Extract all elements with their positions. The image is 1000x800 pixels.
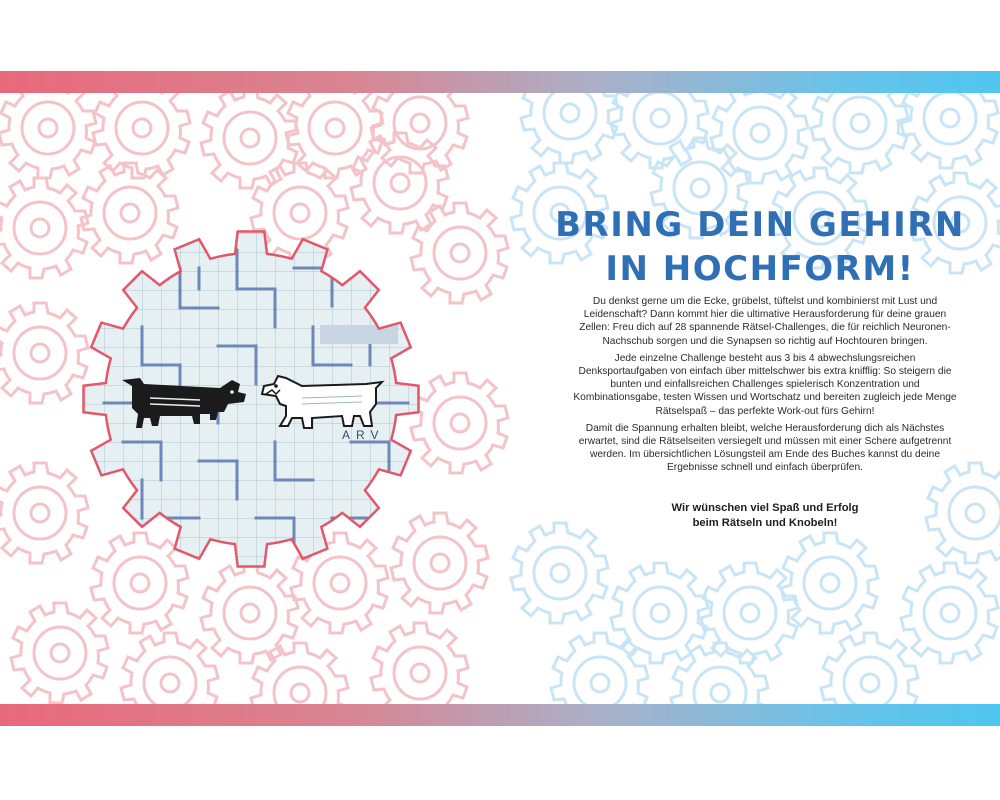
intro-paragraph-2: Jede einzelne Challenge besteht aus 3 bis 4 abwechslungsreichen Denksportaufgaben von einfach über mittelschwer bis extra knifflig: So steigern die bunten und einfallsreichen Challenges spielerisch Konzentration und Kombinationsgabe, testen Wissen und Wortschatz und bereiten zugleich jede Menge Rätselspaß – das perfekte Work-out fürs Gehirn! <box>573 352 957 417</box>
gear-icon <box>781 533 878 633</box>
bottom-gradient-band <box>0 704 1000 726</box>
gear-icon <box>611 93 708 168</box>
gear-icon <box>201 563 298 663</box>
gear-icon <box>901 93 998 168</box>
closing-line-2: beim Rätseln und Knobeln! <box>692 517 838 529</box>
book-spread <box>0 93 1000 704</box>
gear-icon <box>0 178 88 278</box>
intro-paragraph-3: Damit die Spannung erhalten bleibt, welche Herausforderung dich als Nächstes erwartet, sind die Rätselseiten versiegelt und müssen mit einer Schere aufgetrennt werden. Im übersichtlichen Lösungsteil am Ende des Buches kannst du deine Ergebnisse schnell und einfach überprüfen. <box>578 422 952 474</box>
gear-icon <box>711 93 808 183</box>
intro-paragraph-1: Du denkst gerne um die Ecke, grübelst, tüftelst und kombinierst mit Lust und Leidenschaft? Dann kommt hier die ultimative Herausforderung für deine grauen Zellen: Freu dich auf 28 spannende Rätsel-Challenges, die für reichlich Neuronen-Nachschub sorgen und die Synapsen so richtig auf Hochtouren bringen. <box>579 296 951 347</box>
gear-icon <box>701 563 798 663</box>
gear-icon <box>0 463 88 563</box>
gear-icon <box>671 643 768 704</box>
headline-line-2: IN HOCHFORM! <box>605 249 915 289</box>
closing-line-1: Wir wünschen viel Spaß und Erfolg <box>671 502 859 514</box>
gear-icon <box>511 523 608 623</box>
gear-icon <box>0 93 96 178</box>
puzzle-gear-illustration <box>80 228 422 570</box>
gear-icon <box>811 93 908 173</box>
page-headline <box>540 203 980 291</box>
headline-line-1: BRING DEIN GEHIRN <box>555 205 965 245</box>
gear-icon <box>121 633 218 704</box>
gear-icon <box>0 303 88 403</box>
gear-icon <box>521 93 618 163</box>
intro-text <box>570 295 960 479</box>
gear-icon <box>411 203 508 303</box>
gear-icon <box>611 563 708 663</box>
gear-icon <box>11 603 108 703</box>
gear-icon <box>411 373 508 473</box>
gear-icon <box>286 93 383 178</box>
top-gradient-band <box>0 71 1000 93</box>
gear-icon <box>371 623 468 704</box>
puzzle-letters: ARV <box>342 428 385 442</box>
closing-text <box>570 501 960 531</box>
gear-icon <box>93 93 190 178</box>
gear-icon <box>551 633 648 704</box>
gear-icon <box>901 563 998 663</box>
gear-icon <box>821 633 918 704</box>
